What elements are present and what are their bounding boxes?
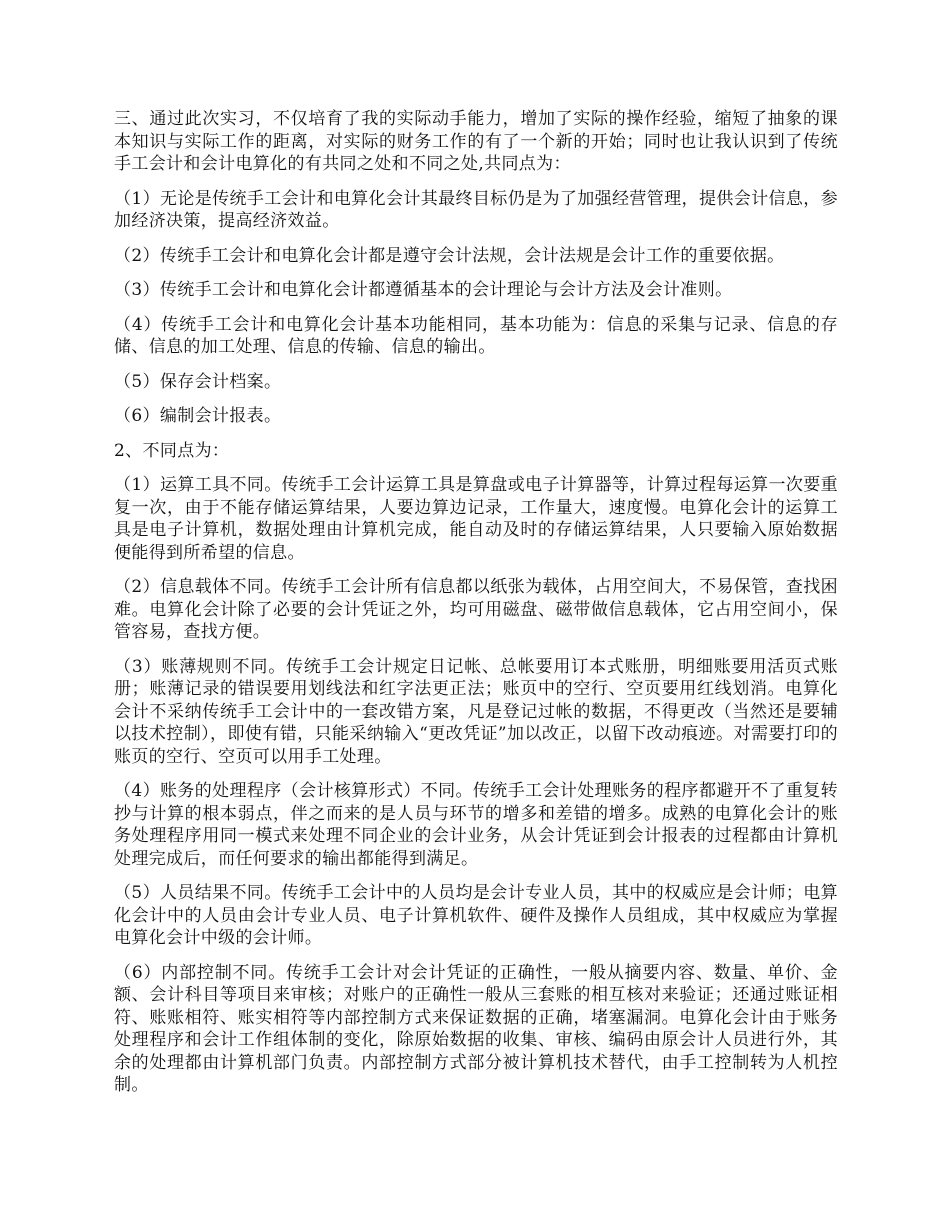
- paragraph-diff-1: （1）运算工具不同。传统手工会计运算工具是算盘或电子计算器等，计算过程每运算一次要重复一次，由于不能存储运算结果，人要边算边记录，工作量大，速度慢。电算化会计的运算工具是电子计算机，数据处理由计算机完成，能自动及时的存储运算结果，人只要输入原始数据便能得到所希望的信息。: [114, 475, 838, 563]
- paragraph-intro: 三、通过此次实习，不仅培育了我的实际动手能力，增加了实际的操作经验，缩短了抽象的课本知识与实际工作的距离，对实际的财务工作的有了一个新的开始；同时也让我认识到了传统手工会计和会计电算化的有共同之处和不同之处,共同点为：: [114, 109, 838, 174]
- paragraph-diff-2: （2）信息载体不同。传统手工会计所有信息都以纸张为载体，占用空间大，不易保管，查找困难。电算化会计除了必要的会计凭证之外，均可用磁盘、磁带做信息载体，它占用空间小，保管容易，查找方便。: [114, 577, 838, 642]
- paragraph-diff-5: （5）人员结果不同。传统手工会计中的人员均是会计专业人员，其中的权威应是会计师；电算化会计中的人员由会计专业人员、电子计算机软件、硬件及操作人员组成，其中权威应为掌握电算化会计中级的会计师。: [114, 883, 838, 948]
- paragraph-common-3: （3）传统手工会计和电算化会计都遵循基本的会计理论与会计方法及会计准则。: [114, 280, 733, 300]
- paragraph-common-5: （5）保存会计档案。: [114, 371, 282, 392]
- paragraph-common-6: （6）编制会计报表。: [114, 406, 282, 426]
- paragraph-common-1: （1）无论是传统手工会计和电算化会计其最终目标仍是为了加强经营管理，提供会计信息，参加经济决策，提高经济效益。: [114, 188, 838, 231]
- paragraph-diff-3: （3）账薄规则不同。传统手工会计规定日记帐、总帐要用订本式账册，明细账要用活页式账册；账薄记录的错误要用划线法和红字法更正法；账页中的空行、空页要用红线划消。电算化会计不采纳传统手工会计中的一套改错方案，凡是登记过帐的数据，不得更改（当然还是要辅以技术控制），即使有错，只能采纳输入“更改凭证”加以改正，以留下改动痕迹。对需要打印的账页的空行、空页可以用手工处理。: [114, 656, 838, 767]
- paragraph-common-4: （4）传统手工会计和电算化会计基本功能相同，基本功能为：信息的采集与记录、信息的存储、信息的加工处理、信息的传输、信息的输出。: [114, 314, 838, 357]
- paragraph-diff-6: （6）内部控制不同。传统手工会计对会计凭证的正确性，一般从摘要内容、数量、单价、金额、会计科目等项目来审核；对账户的正确性一般从三套账的相互核对来验证；还通过账证相符、账账相符、账实相符等内部控制方式来保证数据的正确，堵塞漏洞。电算化会计由于账务处理程序和会计工作组体制的变化，除原始数据的收集、审核、编码由原会计人员进行外，其余的处理都由计算机部门负责。内部控制方式部分被计算机技术替代，由手工控制转为人机控制。: [114, 962, 838, 1095]
- paragraph-diff-4: （4）账务的处理程序（会计核算形式）不同。传统手工会计处理账务的程序都避开不了重复转抄与计算的根本弱点，伴之而来的是人员与环节的增多和差错的增多。成熟的电算化会计的账务处理程序用同一模式来处理不同企业的会计业务，从会计凭证到会计报表的过程都由计算机处理完成后，而任何要求的输出都能得到满足。: [114, 781, 838, 869]
- document-page: [114, 108, 838, 1109]
- paragraph-common-2: （2）传统手工会计和电算化会计都是遵守会计法规，会计法规是会计工作的重要依据。: [114, 245, 785, 266]
- section-heading-differences: 2、不同点为：: [114, 440, 230, 461]
